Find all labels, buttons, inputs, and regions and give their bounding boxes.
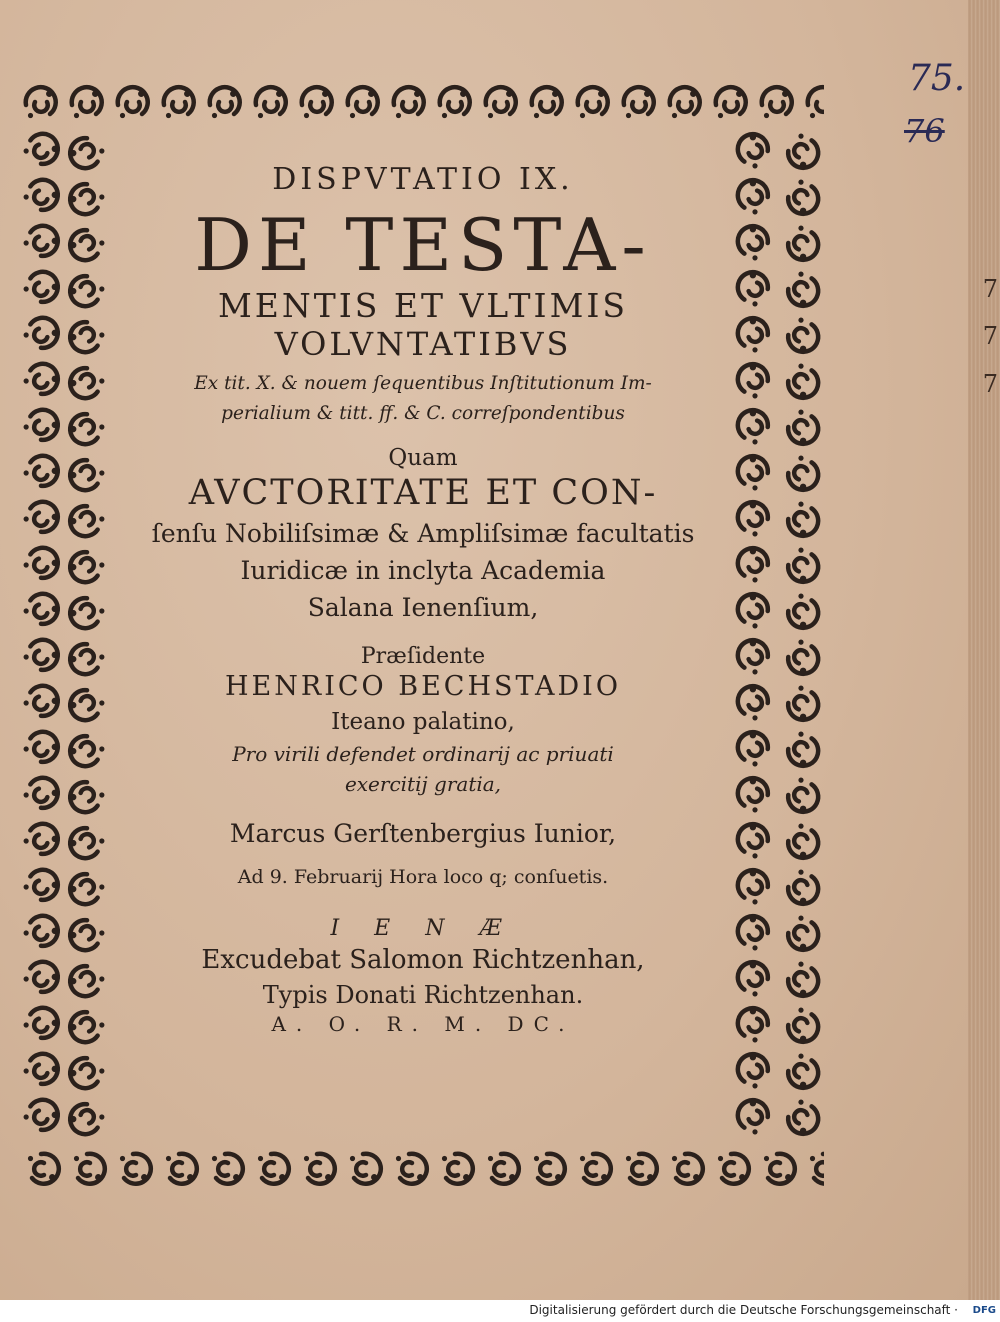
ornament-motif [781, 1097, 824, 1140]
ornament-motif [21, 864, 64, 907]
ornament-motif [781, 1051, 824, 1094]
ornament-motif [781, 223, 824, 266]
ornament-motif [21, 588, 64, 631]
ornament-motif [21, 910, 64, 953]
main-title: DE TESTA- [194, 203, 652, 287]
ornament-motif [732, 450, 775, 493]
ornament-motif [488, 1154, 519, 1184]
ornament-motif [210, 87, 240, 118]
footer-bar [0, 1300, 1000, 1322]
ornament-motif [350, 1154, 381, 1184]
ornament-motif [21, 358, 64, 401]
text-line: Salana Ienenſium, [307, 593, 539, 622]
ornament-motif [732, 588, 775, 631]
ornament-motif [781, 131, 824, 174]
ornament-motif [21, 220, 64, 263]
ornament-motif [672, 1154, 703, 1184]
ornament-motif [624, 87, 654, 118]
ornament-motif [732, 1002, 775, 1045]
ornament-motif [348, 87, 378, 118]
ornament-motif [64, 453, 107, 496]
ornament-motif [64, 775, 107, 818]
ornament-motif [486, 87, 516, 118]
ornament-motif [21, 266, 64, 309]
ornament-motif [732, 910, 775, 953]
ornament-motif [64, 131, 107, 174]
ornament-motif [732, 220, 775, 263]
ornament-motif [732, 680, 775, 723]
ornament-motif [732, 634, 775, 677]
ornament-motif [732, 956, 775, 999]
ornament-motif [732, 174, 775, 217]
ornament-motif [21, 174, 64, 217]
ornament-motif [781, 407, 824, 450]
ornament-motif [732, 404, 775, 447]
ornament-motif [781, 637, 824, 680]
president-name: HENRICO BECHSTADIO [225, 671, 621, 702]
ornament-motif [781, 729, 824, 772]
ornament-motif [21, 680, 64, 723]
ornament-motif [212, 1154, 243, 1184]
ornament-motif [21, 1094, 64, 1137]
ornament-motif [64, 223, 107, 266]
text-line: exercitij gratia, [344, 772, 502, 796]
ornament-motif [74, 1154, 105, 1184]
ornament-motif [762, 87, 792, 118]
ornament-motif [781, 821, 824, 864]
authority-line: AVCTORITATE ET CON- [188, 473, 658, 513]
ornament-motif [732, 818, 775, 861]
ornament-motif [64, 821, 107, 864]
ornament-motif [718, 1154, 749, 1184]
ornament-motif [732, 312, 775, 355]
ornament-motif [732, 542, 775, 585]
folio-number-struck: 76 [904, 112, 945, 150]
text-line: Iuridicæ in inclyta Academia [240, 556, 606, 585]
ornament-motif [781, 683, 824, 726]
folio-number: 75. [908, 58, 966, 99]
ornament-motif [21, 542, 64, 585]
text-line: Pro virili defendet ordinarij ac priuati [232, 742, 614, 766]
title-page-text [128, 150, 718, 1037]
ornament-motif [64, 959, 107, 1002]
ornament-motif [64, 591, 107, 634]
ornament-motif [396, 1154, 427, 1184]
ornament-motif [64, 177, 107, 220]
ornament-motif [808, 87, 824, 118]
dfg-logo: DFG [972, 1305, 996, 1316]
ornament-motif [670, 87, 700, 118]
ornament-motif [578, 87, 608, 118]
ornament-motif [64, 1005, 107, 1048]
ornament-motif [64, 361, 107, 404]
ornament-motif [64, 1051, 107, 1094]
ornament-motif [118, 87, 148, 118]
respondent-name: Marcus Gerſtenbergius Iunior, [229, 819, 617, 848]
subtitle-line: Ex tit. X. & nouem ſequentibus Inſtitutionum Im- [194, 373, 652, 394]
ornament-motif [64, 499, 107, 542]
ornament-motif [64, 683, 107, 726]
ornament-motif [64, 729, 107, 772]
ornament-motif [732, 1094, 775, 1137]
ornament-motif [21, 1002, 64, 1045]
printer-line: Typis Donati Richtzenhan. [262, 981, 584, 1009]
ornament-motif [256, 87, 286, 118]
ornament-motif [21, 634, 64, 677]
ornament-motif [302, 87, 332, 118]
ornament-motif [732, 128, 775, 171]
ornament-motif [166, 1154, 197, 1184]
ornament-motif [64, 1097, 107, 1140]
ornament-motif [732, 266, 775, 309]
subtitle-line: perialium & titt. ff. & C. correſpondentibus [221, 403, 625, 424]
ornament-motif [64, 407, 107, 450]
ornament-motif [781, 591, 824, 634]
ornament-motif [442, 1154, 473, 1184]
ornament-motif [304, 1154, 335, 1184]
ornament-motif [21, 772, 64, 815]
ornament-motif [532, 87, 562, 118]
text-line: Præſidente [360, 644, 486, 669]
ornament-motif [781, 959, 824, 1002]
ornament-motif [810, 1154, 824, 1184]
ornament-motif [21, 496, 64, 539]
ornament-motif [781, 269, 824, 312]
disputation-heading: DISPVTATIO IX. [272, 162, 574, 197]
ornament-motif [21, 1048, 64, 1091]
year-line: A. O. R. M. DC. [271, 1012, 575, 1036]
side-fragment: 7 [982, 275, 998, 303]
page-edge [968, 0, 1000, 1300]
ornament-motif [21, 404, 64, 447]
ornament-motif [394, 87, 424, 118]
ornament-motif [716, 87, 746, 118]
ornament-motif [21, 450, 64, 493]
side-fragment: 7 [982, 322, 998, 350]
ornament-motif [732, 496, 775, 539]
ornament-motif [781, 453, 824, 496]
ornament-motif [781, 545, 824, 588]
ornament-motif [580, 1154, 611, 1184]
ornament-motif [64, 637, 107, 680]
ornament-motif [440, 87, 470, 118]
ornament-motif [164, 87, 194, 118]
title-line: MENTIS ET VLTIMIS [217, 286, 629, 325]
ornament-motif [626, 1154, 657, 1184]
ornament-motif [781, 867, 824, 910]
ornament-motif [781, 361, 824, 404]
ornament-motif [732, 864, 775, 907]
printer-line: Excudebat Salomon Richtzenhan, [201, 945, 645, 975]
ornament-motif [21, 726, 64, 769]
ornament-motif [732, 1048, 775, 1091]
ornament-motif [72, 87, 102, 118]
text-line: ſenſu Nobiliſsimæ & Ampliſsimæ facultatis [151, 519, 695, 548]
ornament-motif [64, 913, 107, 956]
ornament-motif [764, 1154, 795, 1184]
ornament-motif [781, 177, 824, 220]
ornament-motif [64, 545, 107, 588]
ornament-motif [534, 1154, 565, 1184]
ornament-motif [732, 772, 775, 815]
side-fragment: 7 [982, 370, 998, 398]
ornament-motif [21, 312, 64, 355]
ornament-motif [781, 913, 824, 956]
ornament-motif [781, 1005, 824, 1048]
ornament-motif [21, 956, 64, 999]
place-line: I E N Æ [330, 916, 516, 941]
ornament-motif [21, 818, 64, 861]
ornament-motif [64, 867, 107, 910]
ornament-motif [732, 726, 775, 769]
title-line: VOLVNTATIBVS [274, 325, 572, 363]
ornament-motif [64, 315, 107, 358]
text-line: Quam [388, 445, 458, 471]
ornament-motif [732, 358, 775, 401]
ornament-motif [258, 1154, 289, 1184]
ornament-motif [21, 128, 64, 171]
ornament-motif [64, 269, 107, 312]
ornament-motif [28, 1154, 59, 1184]
date-line: Ad 9. Februarij Hora loco q; conſuetis. [237, 866, 609, 888]
text-line: Iteano palatino, [331, 709, 515, 735]
ornament-motif [26, 87, 56, 118]
ornament-motif [781, 775, 824, 818]
ornament-motif [781, 499, 824, 542]
footer-credit: Digitalisierung gefördert durch die Deutsche Forschungsgemeinschaft · [529, 1303, 958, 1317]
ornament-motif [781, 315, 824, 358]
ornament-motif [120, 1154, 151, 1184]
